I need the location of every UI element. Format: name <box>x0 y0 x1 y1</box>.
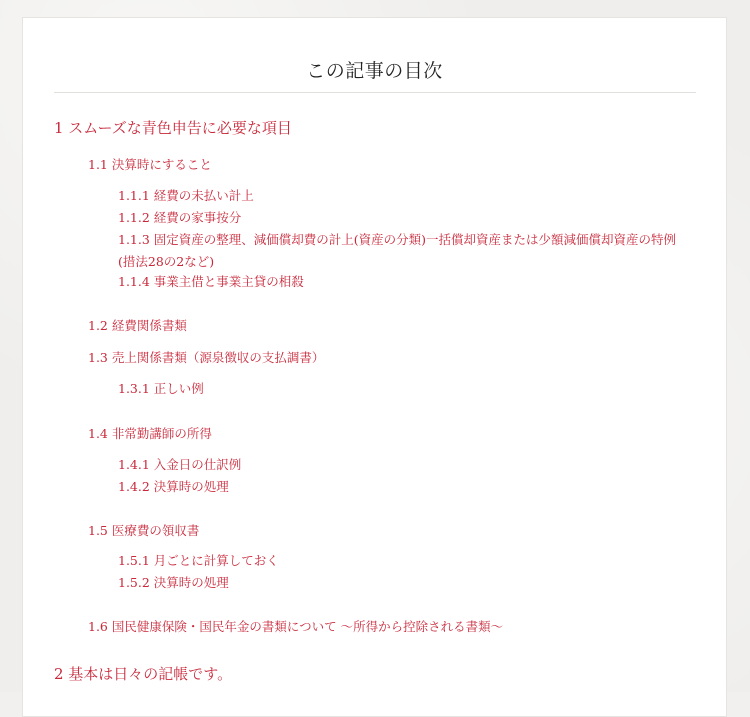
toc-item-1-3[interactable]: 1.3 売上関係書類（源泉徴収の支払調書） <box>88 350 325 365</box>
toc-item-1-1-4[interactable]: 1.1.4 事業主借と事業主貸の相殺 <box>118 274 304 289</box>
toc-item-1-1-2[interactable]: 1.1.2 経費の家事按分 <box>118 210 242 225</box>
toc-item-1-4-1[interactable]: 1.4.1 入金日の仕訳例 <box>118 457 242 472</box>
toc-item-1-1-1[interactable]: 1.1.1 経費の未払い計上 <box>118 188 254 203</box>
toc-item-1-4-2[interactable]: 1.4.2 決算時の処理 <box>118 479 229 494</box>
toc-item-1-1[interactable]: 1.1 決算時にすること <box>88 157 212 172</box>
table-of-contents <box>22 17 727 717</box>
toc-title: この記事の目次 <box>306 60 443 82</box>
toc-item-1-1-3[interactable]: 1.1.3 固定資産の整理、減価償却費の計上(資産の分類)一括償却資産または少額減価償却資産の特例(措法28の2など) <box>118 232 677 269</box>
toc-item-1-5[interactable]: 1.5 医療費の領収書 <box>88 523 200 538</box>
toc-item-1-4[interactable]: 1.4 非常勤講師の所得 <box>88 426 212 441</box>
toc-item-1-5-1[interactable]: 1.5.1 月ごとに計算しておく <box>118 553 279 568</box>
toc-item-2[interactable]: 2 基本は日々の記帳です。 <box>54 665 233 683</box>
toc-item-1-3-1[interactable]: 1.3.1 正しい例 <box>118 381 204 396</box>
toc-item-1-6[interactable]: 1.6 国民健康保険・国民年金の書類について 〜所得から控除される書類〜 <box>88 619 504 634</box>
toc-item-1-5-2[interactable]: 1.5.2 決算時の処理 <box>118 575 229 590</box>
toc-item-1-2[interactable]: 1.2 経費関係書類 <box>88 318 187 333</box>
toc-item-1[interactable]: 1 スムーズな青色申告に必要な項目 <box>54 119 292 137</box>
toc-divider <box>54 92 696 93</box>
